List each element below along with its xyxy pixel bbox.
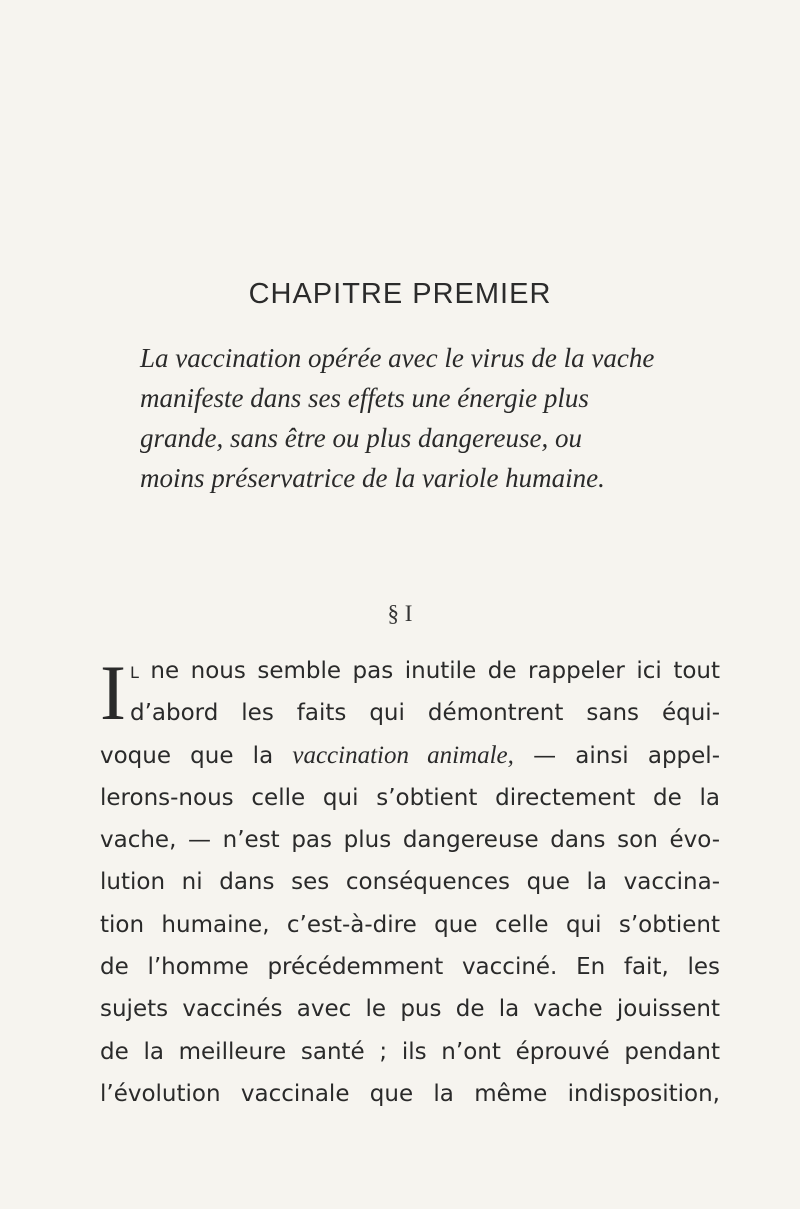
body-line: d’abord les faits qui démontrent sans équi-: [129, 700, 720, 727]
body-text-span: voque que la: [100, 742, 293, 769]
body-line: de la meilleure santé ; ils n’ont éprouvé pendant: [100, 1038, 720, 1065]
body-text-span: ne nous semble pas inutile de rappeler ici tout: [138, 658, 720, 684]
chapter-title: CHAPITRE PREMIER: [248, 278, 552, 310]
body-line: [100, 735, 720, 777]
drop-cap: I: [100, 649, 126, 736]
body-line: vache, — n’est pas plus dangereuse dans son évo-: [100, 827, 720, 854]
body-line: lerons-nous celle qui s’obtient directement de la: [100, 784, 720, 811]
body-paragraph: [100, 650, 720, 1115]
body-line: [100, 650, 720, 692]
body-text-span: — ainsi appel-: [513, 742, 720, 769]
chapter-summary: [140, 338, 700, 498]
body-line: lution ni dans ses conséquences que la vaccina-: [100, 869, 720, 896]
body-line: tion humaine, c’est-à-dire que celle qui s’obtient: [100, 911, 720, 938]
body-line: l’évolution vaccinale que la même indisposition,: [100, 1080, 720, 1107]
section-heading: § I: [387, 601, 413, 626]
summary-line: moins préservatrice de la variole humaine.: [140, 463, 605, 493]
opening-lines: [100, 650, 720, 735]
summary-line: grande, sans être ou plus dangereuse, ou: [140, 423, 582, 453]
body-line: sujets vaccinés avec le pus de la vache jouissent: [100, 996, 720, 1023]
summary-line: La vaccination opérée avec le virus de la vache: [140, 343, 655, 373]
summary-line: manifeste dans ses effets une énergie plus: [140, 383, 589, 413]
small-caps-text: l: [129, 658, 139, 684]
italic-term: vaccination animale,: [292, 741, 514, 769]
body-line: de l’homme précédemment vacciné. En fait, les: [100, 954, 720, 981]
